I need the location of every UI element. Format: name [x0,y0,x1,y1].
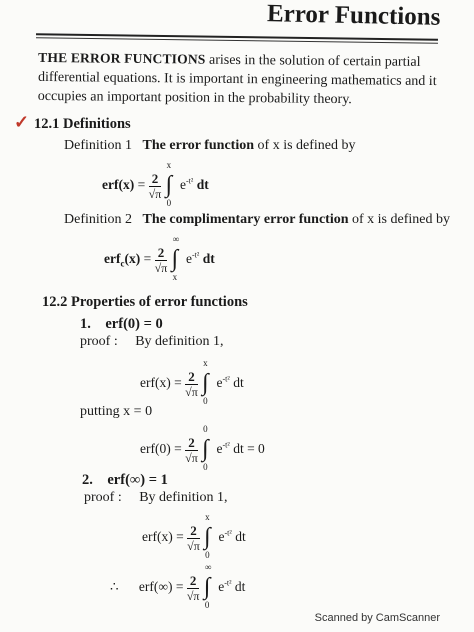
proof-line-2: proof : By definition 1, [84,490,228,505]
section-number: 12.1 [34,116,60,132]
therefore-symbol: ∴ [110,579,119,595]
eq-equals: = [137,177,146,193]
differential: dt [196,177,209,193]
definition-1 [64,138,356,154]
checkmark-icon: ✓ [14,112,30,132]
section-heading-definitions [34,116,131,133]
eq-lhs: erf(x) [102,177,135,193]
integral-sign: x ∫ 0 [202,358,209,406]
intro-paragraph [38,48,439,110]
intro-text: arises in the solution of certain partial differential equations. It is important in engineering mathematics and it occupies an important position in the probability theory. [37,52,437,108]
integral-sign: x ∫ 0 [204,512,211,560]
fraction: $\frac{2}{√\pi}$ [154,244,168,275]
section-title: Definitions [63,116,131,132]
equation-erfc-definition: erf$_c$(x) = $\frac{2}{√\pi}$ ∞ ∫ x $e^{-t^2}$ dt [104,234,215,282]
property-1: 1. erf(0) = 0 [80,316,163,332]
fraction: $\frac{2}{√\pi}$ [148,170,162,201]
section-heading-properties [42,294,248,311]
integral-sign: x ∫ 0 [165,160,173,208]
definition-rest: of x is defined by [257,138,356,153]
equation-erf-infinity: ∴ erf(∞) = $\frac{2}{√\pi}$ ∞ ∫ 0 $e^{-t^2}$ dt [110,562,246,610]
integral-sign: ∞ ∫ x [171,234,180,282]
section-number: 12.2 [42,294,68,310]
definition-2 [64,212,450,228]
integral-sign: ∞ ∫ 0 [203,562,212,610]
integral-sign: 0 ∫ 0 [202,424,209,472]
equation-erf-zero: erf(0) = $\frac{2}{√\pi}$ 0 ∫ 0 $e^{-t^2}$ dt = 0 [140,424,265,472]
property-2: 2. erf(∞) = 1 [82,472,168,488]
putting-line: putting x = 0 [80,404,153,419]
equation-erf-proof-1: erf(x) = $\frac{2}{√\pi}$ x ∫ 0 $e^{-t^2}$ dt [140,358,244,406]
definition-label: Definition 1 [64,138,133,153]
integrand: e [180,177,187,193]
definition-term: The error function [142,138,255,153]
definition-label: Definition 2 [64,212,133,227]
equation-erf-proof-2: erf(x) = $\frac{2}{√\pi}$ x ∫ 0 $e^{-t^2}$ dt [142,512,246,560]
equation-erf-definition: erf(x) = $\frac{2}{√\pi}$ x ∫ 0 $e^{-t^2}$ dt [102,160,209,208]
scanner-watermark: Scanned by CamScanner [314,612,440,624]
section-title: Properties of error functions [71,294,248,310]
definition-rest: of x is defined by [352,212,450,227]
intro-lead: THE ERROR FUNCTIONS [38,49,206,67]
proof-line-1: proof : By definition 1, [80,334,224,349]
page-title: Error Functions [266,0,441,31]
definition-term: The complimentary error function [142,212,349,227]
